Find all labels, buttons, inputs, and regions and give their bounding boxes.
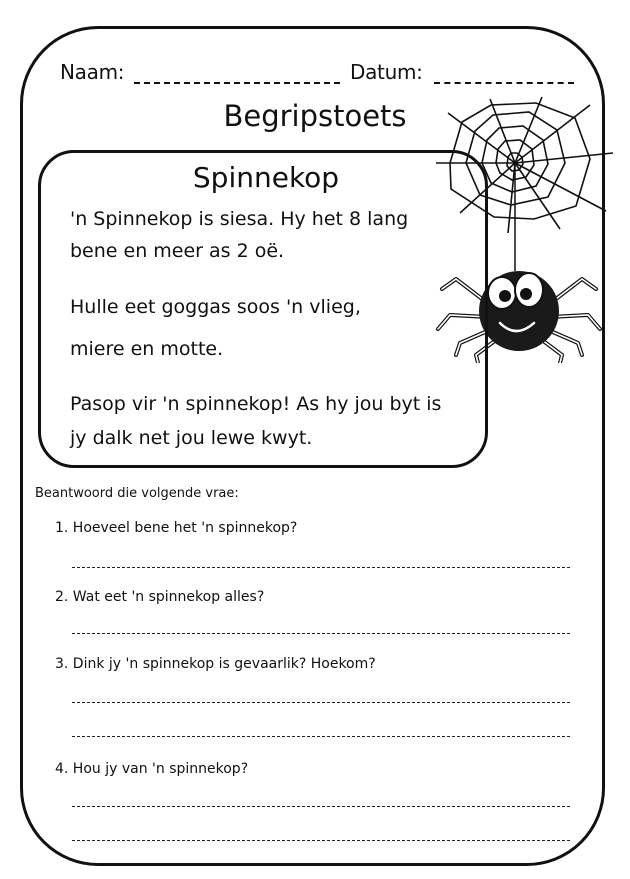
- page-title: Begripstoets: [223, 99, 407, 133]
- question-1: 1. Hoeveel bene het 'n spinnekop?: [55, 520, 298, 536]
- answer-line-3b[interactable]: [72, 736, 570, 737]
- answer-line-3a[interactable]: [72, 702, 570, 703]
- date-field[interactable]: [434, 82, 574, 84]
- story-line: 'n Spinnekop is siesa. Hy het 8 lang: [70, 208, 409, 230]
- answer-line-4b[interactable]: [72, 840, 570, 841]
- story-box: [38, 150, 488, 468]
- answer-line-1[interactable]: [72, 567, 570, 568]
- date-label: Datum:: [350, 60, 423, 84]
- spider-icon: [479, 271, 559, 351]
- answer-line-4a[interactable]: [72, 806, 570, 807]
- story-line: bene en meer as 2 oë.: [70, 240, 285, 262]
- name-label: Naam:: [60, 60, 125, 84]
- story-line: jy dalk net jou lewe kwyt.: [70, 427, 313, 449]
- question-2: 2. Wat eet 'n spinnekop alles?: [55, 589, 265, 605]
- instructions: Beantwoord die volgende vrae:: [35, 486, 239, 501]
- story-line: Pasop vir 'n spinnekop! As hy jou byt is: [70, 393, 442, 415]
- story-line: Hulle eet goggas soos 'n vlieg,: [70, 296, 361, 318]
- question-4: 4. Hou jy van 'n spinnekop?: [55, 761, 249, 777]
- answer-line-2[interactable]: [72, 633, 570, 634]
- story-title: Spinnekop: [192, 161, 340, 194]
- question-3: 3. Dink jy 'n spinnekop is gevaarlik? Hoekom?: [55, 656, 376, 672]
- name-field[interactable]: [134, 82, 340, 84]
- story-line: miere en motte.: [70, 338, 224, 360]
